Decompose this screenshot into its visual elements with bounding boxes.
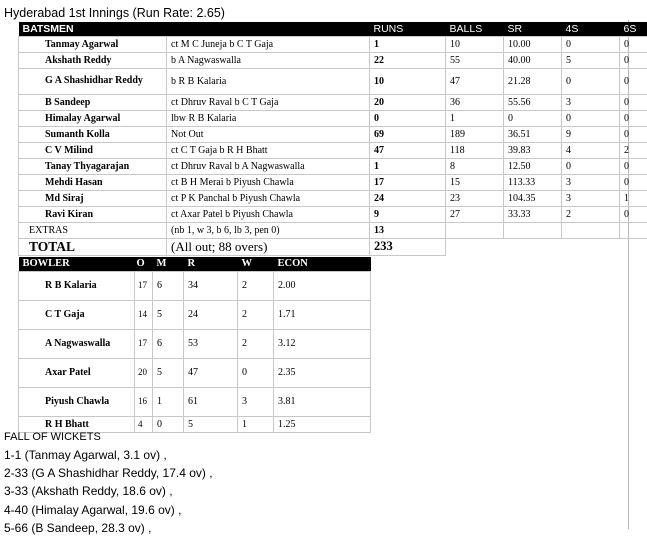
bowler-economy: 1.71 <box>274 300 371 329</box>
batsman-name: B Sandeep <box>19 94 167 110</box>
batsman-sixes: 0 <box>620 36 647 52</box>
batsman-dismissal: ct P K Panchal b Piyush Chawla <box>167 190 370 206</box>
batsman-balls: 27 <box>446 206 504 222</box>
batsman-row <box>19 174 647 190</box>
batsman-row <box>19 126 647 142</box>
bowler-economy: 2.35 <box>274 358 371 387</box>
batsman-row <box>19 206 647 222</box>
bowler-maidens: 6 <box>153 329 184 358</box>
batsman-fours: 3 <box>562 94 620 110</box>
batsman-row <box>19 94 647 110</box>
batsman-sixes: 0 <box>620 126 647 142</box>
batsman-dismissal: ct M C Juneja b C T Gaja <box>167 36 370 52</box>
batsman-sixes: 2 <box>620 142 647 158</box>
batsman-dismissal: b A Nagwaswalla <box>167 52 370 68</box>
batsman-dismissal: ct Axar Patel b Piyush Chawla <box>167 206 370 222</box>
header-econ: ECON <box>274 257 371 271</box>
batsman-name: G A Shashidhar Reddy <box>19 68 167 94</box>
header-sr: SR <box>504 22 562 36</box>
batsman-sixes: 0 <box>620 94 647 110</box>
fall-of-wickets-title: FALL OF WICKETS <box>4 431 213 443</box>
batsman-name: Sumanth Kolla <box>19 126 167 142</box>
bowler-row <box>19 387 371 416</box>
bowler-runs: 61 <box>184 387 238 416</box>
bowling-scorecard <box>18 257 371 433</box>
bowler-row <box>19 329 371 358</box>
batsman-sixes: 0 <box>620 68 647 94</box>
batsman-fours: 0 <box>562 36 620 52</box>
bowler-overs: 14 <box>135 300 153 329</box>
header-maidens: M <box>153 257 184 271</box>
wicket-fall-item: 2-33 (G A Shashidhar Reddy, 17.4 ov) , <box>4 464 213 482</box>
batsman-fours: 0 <box>562 110 620 126</box>
batsman-name: Himalay Agarwal <box>19 110 167 126</box>
batsman-name: Md Siraj <box>19 190 167 206</box>
batsman-dismissal: lbw R B Kalaria <box>167 110 370 126</box>
total-detail: (All out; 88 overs) <box>167 238 370 255</box>
batsman-runs: 24 <box>370 190 446 206</box>
bowler-name: Axar Patel <box>19 358 135 387</box>
batsman-runs: 1 <box>370 158 446 174</box>
bowler-runs: 5 <box>184 416 238 432</box>
header-runs-conceded: R <box>184 257 238 271</box>
bowler-row <box>19 271 371 300</box>
bowler-maidens: 1 <box>153 387 184 416</box>
bowler-runs: 47 <box>184 358 238 387</box>
bowler-overs: 17 <box>135 329 153 358</box>
batsman-balls: 15 <box>446 174 504 190</box>
header-wickets: W <box>238 257 274 271</box>
innings-title: Hyderabad 1st Innings (Run Rate: 2.65) <box>4 6 225 20</box>
batsman-strike-rate: 12.50 <box>504 158 562 174</box>
batsman-strike-rate: 0 <box>504 110 562 126</box>
batsman-row <box>19 68 647 94</box>
batsman-sixes: 0 <box>620 110 647 126</box>
extras-label: EXTRAS <box>19 222 167 238</box>
batsman-fours: 0 <box>562 68 620 94</box>
batsman-sixes: 0 <box>620 52 647 68</box>
bowler-wickets: 2 <box>238 300 274 329</box>
bowler-name: R B Kalaria <box>19 271 135 300</box>
wicket-fall-item: 3-33 (Akshath Reddy, 18.6 ov) , <box>4 482 213 500</box>
batsman-sixes: 0 <box>620 158 647 174</box>
bowler-wickets: 0 <box>238 358 274 387</box>
batsman-fours: 3 <box>562 190 620 206</box>
bowler-wickets: 3 <box>238 387 274 416</box>
fall-of-wickets-list <box>4 446 213 537</box>
empty-cell <box>504 222 562 238</box>
batsman-runs: 9 <box>370 206 446 222</box>
extras-value: 13 <box>370 222 446 238</box>
batsman-strike-rate: 113.33 <box>504 174 562 190</box>
batsman-name: C V Milind <box>19 142 167 158</box>
batsman-strike-rate: 33.33 <box>504 206 562 222</box>
bowler-maidens: 0 <box>153 416 184 432</box>
bowler-economy: 3.81 <box>274 387 371 416</box>
batsman-strike-rate: 21.28 <box>504 68 562 94</box>
batsman-runs: 10 <box>370 68 446 94</box>
total-value: 233 <box>370 238 446 255</box>
batsman-dismissal: ct Dhruv Raval b A Nagwaswalla <box>167 158 370 174</box>
batsman-runs: 20 <box>370 94 446 110</box>
bowling-header-row <box>19 257 371 271</box>
batting-header-row <box>19 22 647 36</box>
batsman-balls: 10 <box>446 36 504 52</box>
batsman-runs: 69 <box>370 126 446 142</box>
wicket-fall-item: 4-40 (Himalay Agarwal, 19.6 ov) , <box>4 501 213 519</box>
batsman-dismissal: ct B H Merai b Piyush Chawla <box>167 174 370 190</box>
header-batsmen: BATSMEN <box>19 22 370 36</box>
batsman-name: Tanay Thyagarajan <box>19 158 167 174</box>
bowler-name: C T Gaja <box>19 300 135 329</box>
header-overs: O <box>135 257 153 271</box>
batsman-dismissal: ct C T Gaja b R H Bhatt <box>167 142 370 158</box>
bowler-maidens: 5 <box>153 358 184 387</box>
batsman-dismissal: Not Out <box>167 126 370 142</box>
batsman-fours: 5 <box>562 52 620 68</box>
batsman-strike-rate: 40.00 <box>504 52 562 68</box>
batsman-sixes: 1 <box>620 190 647 206</box>
batsman-balls: 189 <box>446 126 504 142</box>
bowler-runs: 24 <box>184 300 238 329</box>
bowler-wickets: 2 <box>238 329 274 358</box>
bowler-name: R H Bhatt <box>19 416 135 432</box>
bowler-row <box>19 416 371 432</box>
batsman-sixes: 0 <box>620 174 647 190</box>
header-bowler: BOWLER <box>19 257 135 271</box>
bowler-overs: 16 <box>135 387 153 416</box>
batsman-row <box>19 110 647 126</box>
bowler-economy: 2.00 <box>274 271 371 300</box>
bowler-overs: 17 <box>135 271 153 300</box>
batsman-row <box>19 158 647 174</box>
batsman-strike-rate: 36.51 <box>504 126 562 142</box>
batsman-row <box>19 142 647 158</box>
fall-of-wickets <box>4 431 213 537</box>
batsman-balls: 118 <box>446 142 504 158</box>
bowler-overs: 4 <box>135 416 153 432</box>
bowler-economy: 3.12 <box>274 329 371 358</box>
batsman-row <box>19 190 647 206</box>
bowler-economy: 1.25 <box>274 416 371 432</box>
batsman-balls: 8 <box>446 158 504 174</box>
bowler-row <box>19 300 371 329</box>
batsman-sixes: 0 <box>620 206 647 222</box>
batsman-name: Ravi Kiran <box>19 206 167 222</box>
batsman-fours: 9 <box>562 126 620 142</box>
batsman-runs: 17 <box>370 174 446 190</box>
batsman-runs: 47 <box>370 142 446 158</box>
batsman-fours: 3 <box>562 174 620 190</box>
batsman-fours: 0 <box>562 158 620 174</box>
batsman-row <box>19 52 647 68</box>
batsman-name: Tanmay Agarwal <box>19 36 167 52</box>
empty-cell <box>446 222 504 238</box>
bowler-runs: 53 <box>184 329 238 358</box>
bowler-name: Piyush Chawla <box>19 387 135 416</box>
total-row <box>19 238 647 255</box>
batsman-balls: 23 <box>446 190 504 206</box>
batsman-name: Akshath Reddy <box>19 52 167 68</box>
header-balls: BALLS <box>446 22 504 36</box>
header-runs: RUNS <box>370 22 446 36</box>
bowler-runs: 34 <box>184 271 238 300</box>
batsman-strike-rate: 55.56 <box>504 94 562 110</box>
empty-cell <box>620 222 647 238</box>
batsman-strike-rate: 10.00 <box>504 36 562 52</box>
extras-row <box>19 222 647 238</box>
bowler-wickets: 1 <box>238 416 274 432</box>
batsman-balls: 47 <box>446 68 504 94</box>
batsman-strike-rate: 39.83 <box>504 142 562 158</box>
bowler-maidens: 5 <box>153 300 184 329</box>
batsman-fours: 2 <box>562 206 620 222</box>
batsman-row <box>19 36 647 52</box>
batsman-balls: 36 <box>446 94 504 110</box>
batting-scorecard <box>18 22 647 256</box>
bowler-overs: 20 <box>135 358 153 387</box>
batsman-fours: 4 <box>562 142 620 158</box>
bowler-maidens: 6 <box>153 271 184 300</box>
batsman-runs: 22 <box>370 52 446 68</box>
batsman-balls: 55 <box>446 52 504 68</box>
batsman-runs: 1 <box>370 36 446 52</box>
header-fours: 4S <box>562 22 620 36</box>
total-label: TOTAL <box>19 238 167 255</box>
batsman-runs: 0 <box>370 110 446 126</box>
wicket-fall-item: 5-66 (B Sandeep, 28.3 ov) , <box>4 519 213 537</box>
batsman-dismissal: ct Dhruv Raval b C T Gaja <box>167 94 370 110</box>
batsman-strike-rate: 104.35 <box>504 190 562 206</box>
empty-cell <box>562 222 620 238</box>
bowler-wickets: 2 <box>238 271 274 300</box>
batsman-dismissal: b R B Kalaria <box>167 68 370 94</box>
batsman-name: Mehdi Hasan <box>19 174 167 190</box>
header-sixes: 6S <box>620 22 647 36</box>
batsman-balls: 1 <box>446 110 504 126</box>
bowler-name: A Nagwaswalla <box>19 329 135 358</box>
extras-detail: (nb 1, w 3, b 6, lb 3, pen 0) <box>167 222 370 238</box>
wicket-fall-item: 1-1 (Tanmay Agarwal, 3.1 ov) , <box>4 446 213 464</box>
bowler-row <box>19 358 371 387</box>
